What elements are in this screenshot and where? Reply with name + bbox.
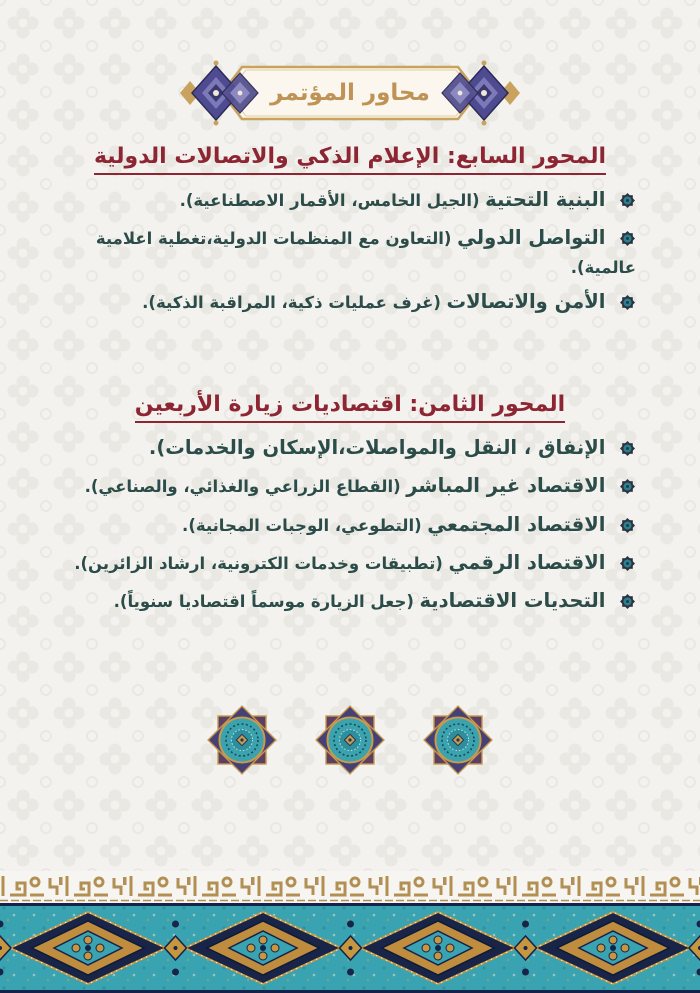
bullet-detail: (التطوعي، الوجبات المجانية). (182, 515, 422, 535)
bullet-lead: الاقتصاد غير المباشر (406, 474, 606, 498)
axis-7-heading-text: المحور السابع: الإعلام الذكي والاتصالات الدولية (94, 144, 606, 175)
list-item (48, 548, 636, 579)
bullet-detail: (الجيل الخامس، الأقمار الاصطناعية). (179, 191, 480, 210)
bullet-lead: الإنفاق ، النقل والمواصلات،الإسكان والخدمات). (148, 436, 606, 459)
bullet-lead: التحديات الاقتصادية (419, 589, 606, 613)
bullet-detail: (تطبيقات وخدمات الكترونية، ارشاد الزائرين). (74, 553, 443, 573)
list-item (48, 586, 636, 617)
bullet-detail: (القطاع الزراعي والغذائي، والصناعي). (84, 477, 401, 497)
eight-pointed-star-bullet-icon (619, 192, 636, 216)
persian-carpet-border (0, 903, 700, 993)
kufic-calligraphy-border (0, 871, 700, 903)
bullet-lead: الاقتصاد المجتمعي (427, 512, 606, 536)
conference-axes-banner (178, 54, 522, 132)
eight-pointed-star-bullet-icon (619, 294, 636, 318)
eight-pointed-star-bullet-icon (619, 517, 636, 541)
eight-pointed-star-bullet-icon (619, 555, 636, 579)
eight-pointed-star-bullet-icon (619, 230, 636, 254)
list-item (48, 471, 636, 502)
bullet-lead: الاقتصاد الرقمي (448, 550, 606, 574)
bullet-lead: البنية التحتية (485, 188, 606, 211)
eight-pointed-star-bullet-icon (619, 478, 636, 502)
eight-pointed-star-bullet-icon (619, 593, 636, 617)
axis-8-heading (0, 392, 700, 423)
bullet-detail: (غرف عمليات ذكية، المراقبة الذكية). (142, 292, 441, 312)
bullet-lead: الأمن والاتصالات (446, 289, 606, 313)
bullet-lead: التواصل الدولي (457, 226, 606, 250)
bullet-detail: (جعل الزيارة موسماً اقتصاديا سنوياً). (113, 592, 414, 612)
eight-pointed-star-bullet-icon (619, 440, 636, 464)
list-item (48, 510, 636, 541)
medallion-divider-row (0, 703, 700, 777)
bullet-detail: (التعاون مع المنظمات الدولية،تغطية اعلامية عالمية). (95, 229, 636, 277)
axis-7-bullet-list (48, 185, 636, 325)
axis-8-bullet-list (48, 433, 636, 625)
list-item (48, 287, 636, 318)
banner-title: محاور المؤتمر (270, 80, 430, 106)
axis-8-heading-text: المحور الثامن: اقتصاديات زيارة الأربعين (135, 392, 565, 423)
list-item (48, 433, 636, 464)
list-item (48, 185, 636, 216)
eight-pointed-star-medallion-icon (313, 703, 387, 777)
eight-pointed-star-medallion-icon (421, 703, 495, 777)
eight-pointed-star-medallion-icon (205, 703, 279, 777)
axis-7-heading (0, 144, 700, 175)
list-item (48, 223, 636, 280)
